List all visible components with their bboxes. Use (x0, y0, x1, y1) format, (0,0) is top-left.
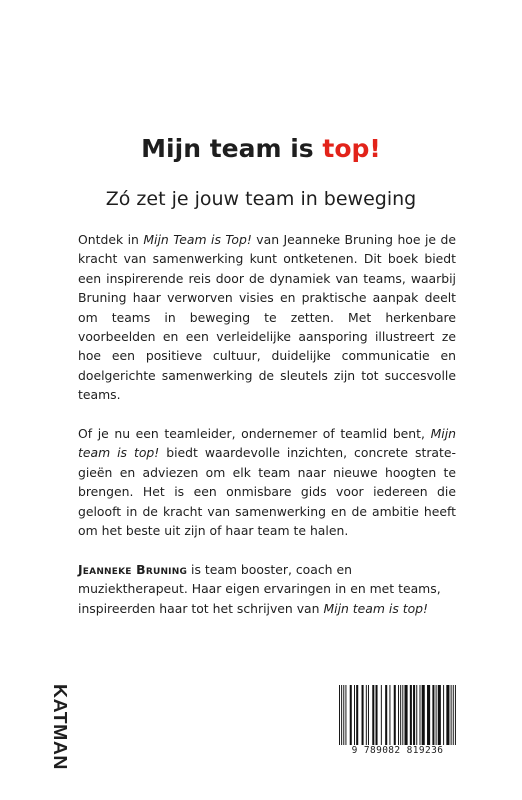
barcode-bar (339, 685, 340, 745)
barcode-bar (400, 685, 401, 745)
barcode-bar (404, 685, 407, 745)
barcode-bar (394, 685, 396, 745)
katman-logo (34, 682, 70, 772)
author-name: Jeanneke Bruning (78, 561, 188, 577)
barcode-bar (436, 685, 437, 745)
barcode-bar (343, 685, 344, 745)
barcode-bar (422, 685, 425, 745)
book-title-reference: Mijn team is top! (323, 600, 428, 616)
barcode-bar (438, 685, 441, 745)
barcode-bar (385, 685, 387, 745)
barcode-bar (453, 685, 454, 745)
blurb-text: biedt waardevolle inzichten, concrete strategieën en adviezen om elk team naar nieuwe hoogten te brengen. Het is een onmisbare gids voor iedereen die gelooft in de kracht van samenwerking en de ambitie heeft om het beste uit zijn of haar team te halen. (78, 445, 456, 539)
book-title-accent: top! (322, 134, 381, 163)
barcode-bar (398, 685, 399, 745)
barcode-bar (402, 685, 403, 745)
barcode-bar (372, 685, 374, 745)
barcode-bar (455, 685, 456, 745)
barcode-bar (413, 685, 415, 745)
barcode-bar (341, 685, 342, 745)
barcode-bar (420, 685, 421, 745)
barcode-bar (350, 685, 352, 745)
publisher-logo-text: KATMAN (50, 684, 70, 764)
book-title-reference: Mijn Team is Top! (143, 232, 252, 247)
barcode-bar (362, 685, 364, 745)
book-title-main: Mijn team is (141, 134, 323, 163)
barcode-bars (337, 685, 458, 747)
isbn-number: 9 789082 819236 (351, 745, 444, 756)
book-title (0, 133, 522, 165)
blurb-text: Ontdek in (78, 232, 144, 247)
barcode-bar (443, 685, 444, 745)
barcode-bar (389, 685, 390, 745)
isbn-barcode (337, 685, 458, 761)
book-subtitle: Zó zet je jouw team in beweging (105, 188, 417, 210)
author-bio (78, 560, 456, 618)
barcode-bar (451, 685, 452, 745)
barcode-bar (376, 685, 378, 745)
book-title-reference: Mijn team is top! (78, 426, 456, 461)
barcode-bar (366, 685, 367, 745)
barcode-bar (416, 685, 417, 745)
barcode-bar (446, 685, 449, 745)
barcode-bar (381, 685, 382, 745)
blurb-text: Of je nu een teamleider, ondernemer of teamlid bent, (78, 426, 431, 442)
blurb-paragraph-2 (78, 424, 456, 540)
barcode-bar (427, 685, 430, 745)
barcode-bar (410, 685, 412, 745)
barcode-bar (432, 685, 434, 745)
barcode-bar (345, 685, 346, 745)
barcode-bar (354, 685, 355, 745)
barcode-bar (368, 685, 369, 745)
author-bio-text: is team booster, coach en muziektherapeut. Haar eigen ervaringen in en met teams, inspireerden haar tot het schrijven van (78, 561, 441, 616)
blurb (78, 230, 456, 618)
blurb-text: van Jeanneke Bruning hoe je de kracht van samenwerking kunt ontketenen. Dit boek biedt een inspirerende reis door de dynamiek van teams, waarbij Bruning haar verworven visies en praktische aanpak deelt om teams in beweging te zetten. Met herkenbare voorbeelden en een verleidelijke aansporing illustreert ze hoe een positieve cultuur, duidelijke communicatie en doelgerichte samenwerking de sleutels zijn tot succesvolle teams. (78, 232, 456, 403)
barcode-bar (356, 685, 358, 745)
blurb-paragraph-1 (78, 230, 456, 405)
